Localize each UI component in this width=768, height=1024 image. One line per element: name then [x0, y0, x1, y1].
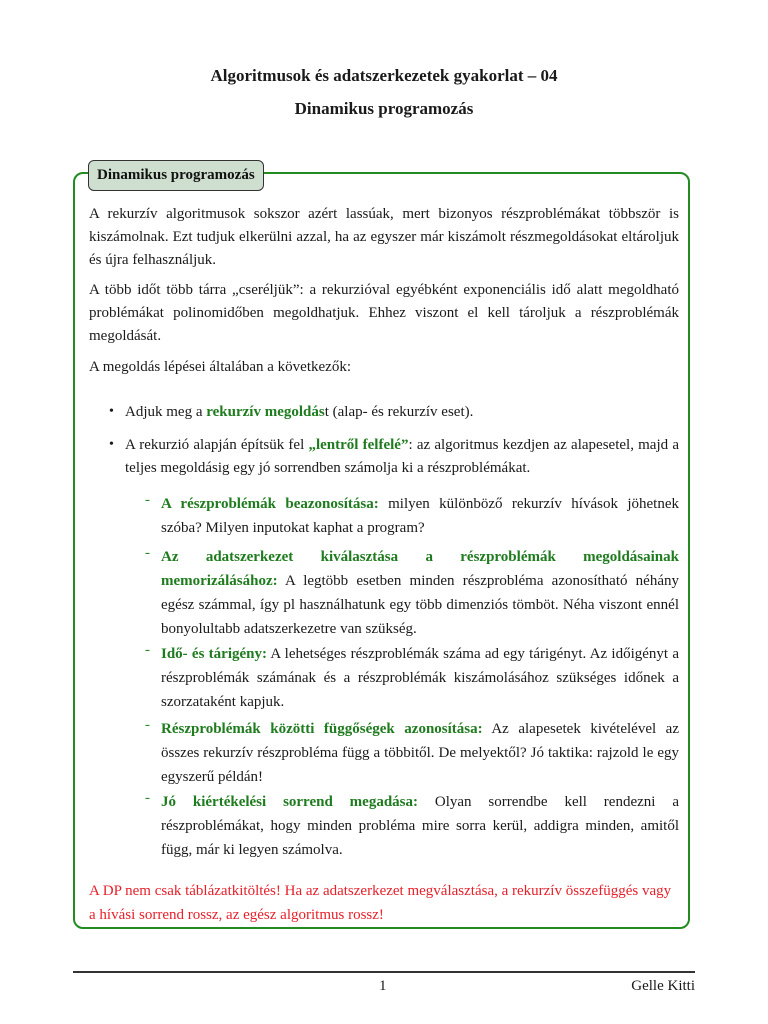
step-item [161, 790, 679, 862]
step-text: Olyan sorrendbe kell rendezni a részproblémákat, hogy minden probléma mire sorra kerül, addigra minden, amitől függ, már ki legyen számolva. [161, 794, 679, 858]
paragraph-steps-intro: A megoldás lépései általában a következők: [89, 359, 351, 375]
bullet-bold: „lentről felfelé” [308, 437, 409, 453]
document-subtitle: Dinamikus programozás [294, 99, 474, 118]
step-item [161, 545, 679, 641]
step-item [161, 642, 679, 714]
bullet-pre: A rekurzió alapján építsük fel [125, 437, 309, 453]
bullet-icon: • [109, 437, 114, 452]
step-title: Idő- és tárigény: [161, 646, 267, 662]
bullet-post: t (alap- és rekurzív eset). [324, 404, 474, 420]
bullet-item [125, 434, 679, 480]
step-title: Az adatszerkezet kiválasztása a részproblémák megoldásainak memorizálásához: [161, 549, 679, 589]
step-item [161, 492, 679, 540]
step-text: A lehetséges részproblémák száma ad egy tárigényt. Az időigényt a részproblémák számának és a részproblémák kiszámolásához szükséges időnek a szorzataként kapjuk. [161, 646, 679, 710]
document-title: Algoritmusok és adatszerkezetek gyakorlat – 04 [210, 66, 558, 85]
warning-note: A DP nem csak táblázatkitöltés! Ha az adatszerkezet megválasztása, a rekurzív összefüggés vagy a hívási sorrend rossz, az egész algoritmus rossz! [89, 883, 672, 923]
bullet-icon: • [109, 404, 114, 419]
dash-marker: - [145, 717, 150, 733]
step-title: Jó kiértékelési sorrend megadása: [161, 794, 418, 810]
author-name: Gelle Kitti [631, 978, 695, 994]
dash-marker: - [145, 545, 150, 561]
bullet-bold: rekurzív megoldás [206, 404, 325, 420]
bullet-post: : az algoritmus kezdjen az alapesetel, majd a teljes megoldásig egy jó sorrendben számolja ki a részproblémákat. [125, 437, 679, 476]
dash-marker: - [145, 642, 150, 658]
bullet-item [125, 401, 679, 424]
footer-divider [73, 971, 695, 973]
dash-marker: - [145, 790, 150, 806]
step-title: Részproblémák közötti függőségek azonosítása: [161, 721, 483, 737]
box-label: Dinamikus programozás [88, 160, 264, 191]
step-text: Az alapesetek kivételével az összes rekurzív részprobléma függ a többitől. De melyektől? Jó taktika: rajzold le egy egyszerű példán! [161, 721, 679, 785]
bullet-pre: Adjuk meg a [125, 404, 207, 420]
paragraph-intro: A rekurzív algoritmusok sokszor azért lassúak, mert bizonyos részproblémákat többször is kiszámolnak. Ezt tudjuk elkerülni azzal, ha az egyszer már kiszámolt részmegoldásokat eltároljuk és újra felhasználjuk. [89, 206, 679, 268]
paragraph-tradeoff: A több időt több tárra „cseréljük”: a rekurzióval egyébként exponenciális idő alatt megoldható problémákat polinomidőben megoldhatjuk. Ehhez viszont el kell tároljuk a részproblémák megoldását. [89, 282, 679, 344]
dash-marker: - [145, 492, 150, 508]
page-number: 1 [379, 978, 387, 994]
step-title: A részproblémák beazonosítása: [161, 496, 379, 512]
step-text: A legtöbb esetben minden részprobléma azonosítható néhány egész számmal, így pl használhatunk egy több dimenziós tömböt. Néha viszont ennél bonyolultabb adatszerkezetre van szükség. [161, 573, 679, 637]
step-text: milyen különböző rekurzív hívások jöhetnek szóba? Milyen inputokat kaphat a program? [161, 496, 679, 536]
step-item [161, 717, 679, 789]
